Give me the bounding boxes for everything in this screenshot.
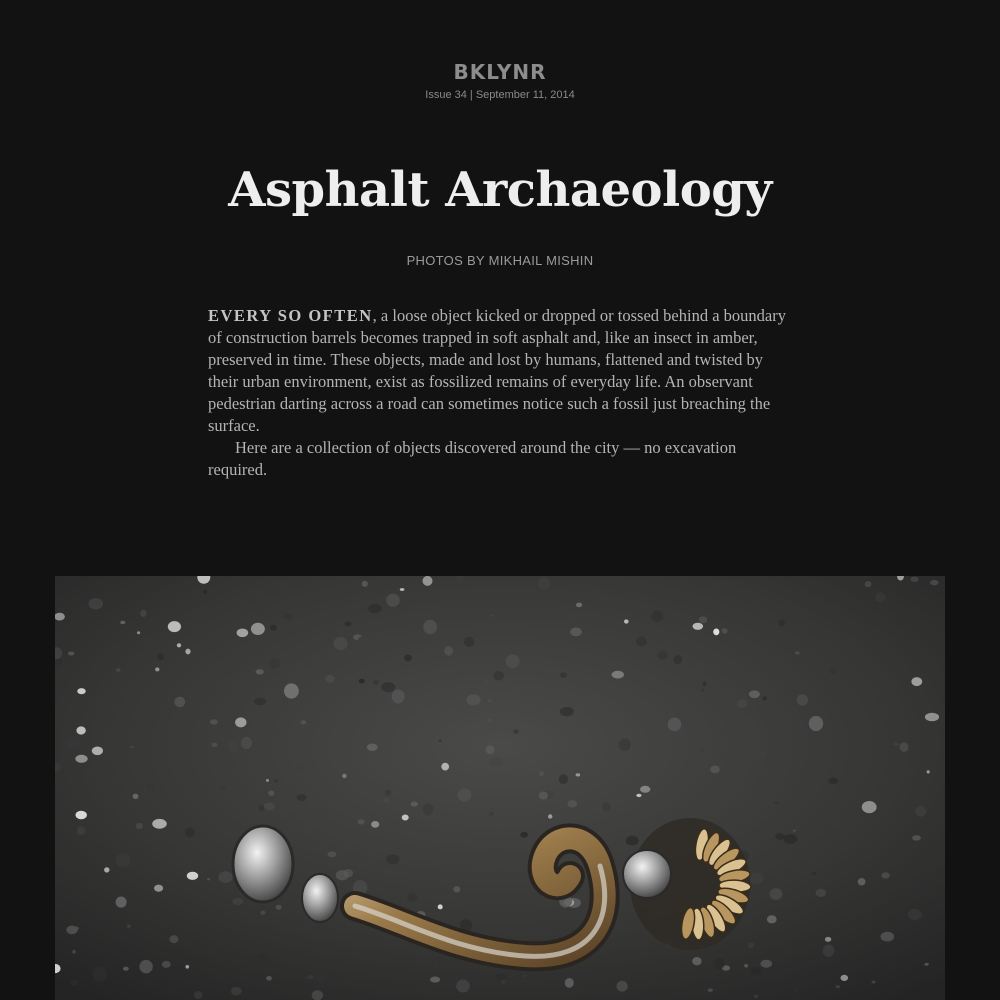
site-logo[interactable]: BKLYNR [453,60,547,84]
article-title: Asphalt Archaeology [228,162,772,218]
lead-in-text: EVERY SO OFTEN [208,306,373,325]
asphalt-handle-photo [55,576,945,1000]
article-intro [208,305,788,481]
intro-paragraph-1-body: , a loose object kicked or dropped or tossed behind a boundary of construction barrels becomes trapped in soft asphalt and, like an insect in amber, preserved in time. These objects, made and lost by humans, flattened and twisted by their urban environment, exist as fossilized remains of everyday life. An observant pedestrian darting across a road can sometimes notice such a fossil just breaching the surface. [208,306,786,435]
masthead [0,60,1000,102]
intro-paragraph-1 [208,305,788,437]
photo-byline: PHOTOS BY MIKHAIL MISHIN [406,253,594,268]
article-photo [55,576,945,1000]
issue-date-line: Issue 34 | September 11, 2014 [425,89,575,101]
intro-paragraph-2: Here are a collection of objects discovered around the city — no excavation required. [208,438,737,479]
